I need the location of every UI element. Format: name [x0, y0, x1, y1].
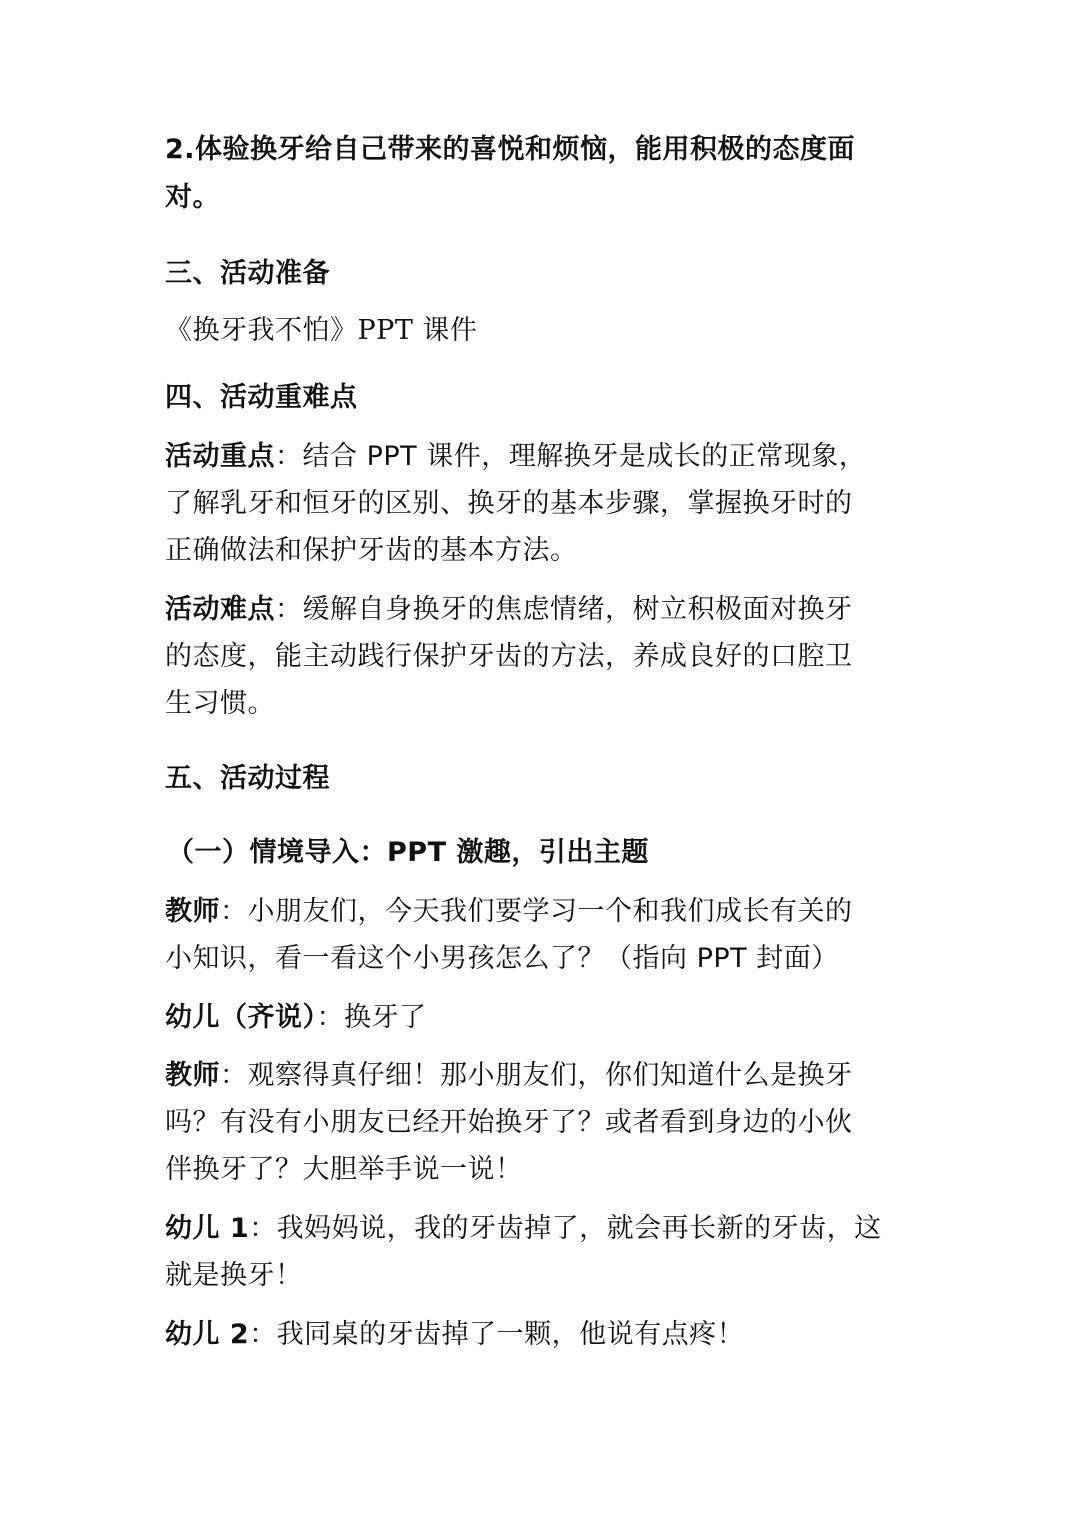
dialogue-speaker: 教师: [165, 1060, 220, 1091]
dialogue-2-line-1: [165, 1001, 427, 1035]
key-point-line-1: [165, 440, 866, 474]
key-point-label: 活动重点: [165, 441, 275, 472]
dialogue-text: ：观察得真仔细！那小朋友们，你们知道什么是换牙: [220, 1060, 853, 1091]
goal-2-line-2: 对。: [165, 182, 220, 213]
dialogue-speaker: 幼儿 1: [165, 1213, 250, 1244]
dialogue-3-line-3: 伴换牙了？大胆举手说一说！: [165, 1154, 523, 1185]
section-3-heading: 三、活动准备: [165, 258, 330, 289]
key-point-line-2: 了解乳牙和恒牙的区别、换牙的基本步骤，掌握换牙时的: [165, 488, 853, 519]
dialogue-text: ：我妈妈说，我的牙齿掉了，就会再长新的牙齿，这: [249, 1213, 882, 1244]
dialogue-4-line-1: [165, 1212, 882, 1246]
goal-2-line-1: 2.体验换牙给自己带来的喜悦和烦恼，能用积极的态度面: [165, 134, 856, 165]
section-4-heading: 四、活动重难点: [165, 382, 358, 413]
section-5-heading: 五、活动过程: [165, 763, 330, 794]
difficult-point-line-2: 的态度，能主动践行保护牙齿的方法，养成良好的口腔卫: [165, 641, 853, 672]
dialogue-speaker: 幼儿（齐说）: [165, 1002, 317, 1033]
dialogue-1-line-1: [165, 895, 853, 929]
dialogue-5-line-1: [165, 1318, 744, 1352]
dialogue-3-line-2: 吗？有没有小朋友已经开始换牙了？或者看到身边的小伙: [165, 1107, 853, 1138]
dialogue-1-line-2: 小知识，看一看这个小男孩怎么了？（指向 PPT 封面）: [165, 943, 839, 974]
key-point-text: ：结合 PPT 课件，理解换牙是成长的正常现象，: [275, 441, 867, 472]
difficult-point-line-1: [165, 593, 853, 627]
dialogue-4-line-2: 就是换牙！: [165, 1260, 303, 1291]
dialogue-speaker: 教师: [165, 896, 220, 927]
dialogue-text: ：小朋友们，今天我们要学习一个和我们成长有关的: [220, 896, 853, 927]
key-point-line-3: 正确做法和保护牙齿的基本方法。: [165, 535, 578, 566]
section-3-material: 《换牙我不怕》PPT 课件: [165, 315, 478, 346]
dialogue-text: ：我同桌的牙齿掉了一颗，他说有点疼！: [249, 1319, 745, 1350]
dialogue-text: ：换牙了: [316, 1002, 427, 1033]
difficult-point-text: ：缓解自身换牙的焦虑情绪，树立积极面对换牙: [275, 594, 853, 625]
dialogue-speaker: 幼儿 2: [165, 1319, 250, 1350]
dialogue-3-line-1: [165, 1059, 853, 1093]
difficult-point-line-3: 生习惯。: [165, 688, 275, 719]
difficult-point-label: 活动难点: [165, 594, 275, 625]
section-5-subheading: （一）情境导入：PPT 激趣，引出主题: [167, 837, 649, 868]
